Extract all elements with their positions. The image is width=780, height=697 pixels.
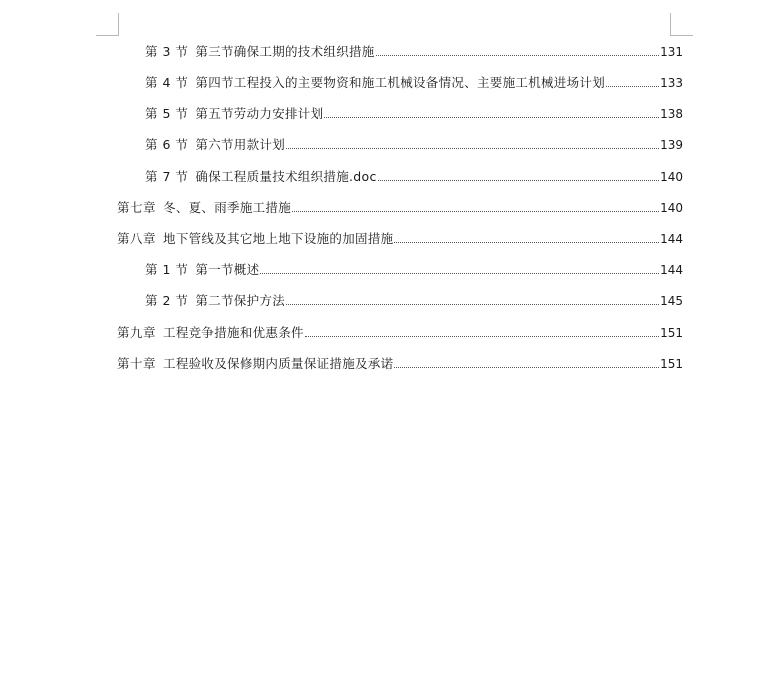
- toc-entry-title: 第六节用款计划: [195, 137, 286, 152]
- toc-entry-page: 138: [660, 107, 683, 121]
- toc-dot-leader: [286, 148, 659, 149]
- toc-entry-title: 地下管线及其它地上地下设施的加固措施: [163, 231, 394, 246]
- toc-entry-title: 第一节概述: [195, 262, 260, 277]
- toc-entry-page: 151: [660, 357, 683, 371]
- toc-entry[interactable]: [145, 104, 683, 124]
- toc-entry[interactable]: [145, 291, 683, 311]
- toc-entry-page: 140: [660, 170, 683, 184]
- toc-entry[interactable]: [117, 354, 683, 374]
- toc-entry[interactable]: [145, 260, 683, 280]
- toc-entry[interactable]: [117, 229, 683, 249]
- toc-entry-number: 第 7 节: [145, 169, 189, 184]
- crop-mark-top-right: [670, 13, 693, 36]
- toc-entry-number: 第 4 节: [145, 75, 189, 90]
- toc-dot-leader: [394, 367, 659, 368]
- toc-entry-number: 第 5 节: [145, 106, 189, 121]
- toc-entry-page: 144: [660, 263, 683, 277]
- toc-dot-leader: [260, 273, 659, 274]
- toc-entry-number: 第 6 节: [145, 137, 189, 152]
- toc-entry-title: 第四节工程投入的主要物资和施工机械设备情况、主要施工机械进场计划: [195, 75, 606, 90]
- toc-entry-number: 第 1 节: [145, 262, 189, 277]
- toc-entry-number: 第八章: [117, 231, 157, 246]
- toc-dot-leader: [376, 55, 659, 56]
- toc-entry-number: 第七章: [117, 200, 157, 215]
- toc-entry-page: 151: [660, 326, 683, 340]
- toc-entry-number: 第 2 节: [145, 293, 189, 308]
- toc-entry-title: 第二节保护方法: [195, 293, 286, 308]
- toc-dot-leader: [292, 211, 659, 212]
- toc-entry[interactable]: [145, 135, 683, 155]
- toc-dot-leader: [378, 180, 659, 181]
- toc-entry-number: 第十章: [117, 356, 157, 371]
- toc-entry-number: 第九章: [117, 325, 157, 340]
- toc-entry-page: 131: [660, 45, 683, 59]
- toc-entry-title: 工程验收及保修期内质量保证措施及承诺: [163, 356, 394, 371]
- toc-dot-leader: [324, 117, 659, 118]
- toc-entry-title: 工程竞争措施和优惠条件: [163, 325, 304, 340]
- toc-entry[interactable]: [145, 42, 683, 62]
- toc-entry-page: 133: [660, 76, 683, 90]
- toc-entry[interactable]: [117, 198, 683, 218]
- toc-dot-leader: [394, 242, 659, 243]
- toc-entry-page: 145: [660, 294, 683, 308]
- toc-entry-title: 确保工程质量技术组织措施.doc: [195, 169, 377, 184]
- toc-entry[interactable]: [145, 167, 683, 187]
- crop-mark-top-left: [96, 13, 119, 36]
- toc-entry-page: 139: [660, 138, 683, 152]
- toc-dot-leader: [606, 86, 659, 87]
- toc-entry-page: 144: [660, 232, 683, 246]
- toc-dot-leader: [286, 304, 659, 305]
- toc-entry-number: 第 3 节: [145, 44, 189, 59]
- toc-entry-title: 第三节确保工期的技术组织措施: [195, 44, 375, 59]
- toc-entry[interactable]: [117, 323, 683, 343]
- toc-entry-title: 冬、夏、雨季施工措施: [163, 200, 292, 215]
- toc-dot-leader: [305, 336, 659, 337]
- toc-entry-title: 第五节劳动力安排计划: [195, 106, 324, 121]
- toc-entry-page: 140: [660, 201, 683, 215]
- toc-entry[interactable]: [145, 73, 683, 93]
